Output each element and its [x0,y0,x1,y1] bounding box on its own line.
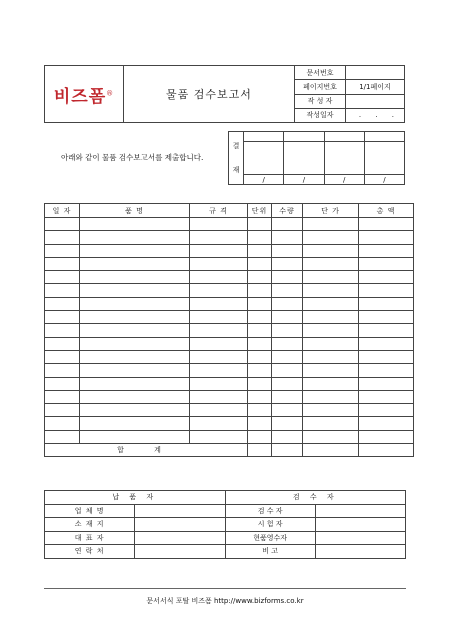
table-row [45,324,414,337]
approval-label: 결 재 [229,132,244,185]
table-row [45,337,414,350]
item-cell[interactable] [190,337,248,350]
item-cell[interactable] [80,324,190,337]
table-row [45,218,414,231]
item-cell[interactable] [45,417,80,430]
item-cell[interactable] [272,297,303,310]
approval-date-cell[interactable]: / [284,175,324,185]
item-cell[interactable] [45,404,80,417]
item-cell[interactable] [80,404,190,417]
supplier-field-label: 연 락 처 [45,545,135,559]
item-cell[interactable] [272,390,303,403]
supplier-field-value[interactable] [135,518,225,532]
item-cell[interactable] [359,244,414,257]
document-header [44,65,405,123]
item-cell[interactable] [303,271,359,284]
item-cell[interactable] [248,364,272,377]
item-cell[interactable] [80,364,190,377]
item-cell[interactable] [248,257,272,270]
approval-title-cell [284,132,324,142]
document-title: 물품 검수보고서 [124,66,295,123]
item-cell[interactable] [303,257,359,270]
approval-sign-cell[interactable] [364,142,404,175]
item-cell[interactable] [359,284,414,297]
table-row [45,377,414,390]
item-cell[interactable] [303,244,359,257]
col-header-unit: 단위 [248,204,272,218]
item-cell[interactable] [248,297,272,310]
item-cell[interactable] [190,364,248,377]
item-cell[interactable] [45,284,80,297]
item-cell[interactable] [248,271,272,284]
col-header-date: 일 자 [45,204,80,218]
item-cell[interactable] [359,218,414,231]
table-row [45,311,414,324]
item-cell[interactable] [272,364,303,377]
item-cell[interactable] [80,350,190,363]
item-cell[interactable] [303,297,359,310]
item-cell[interactable] [45,324,80,337]
item-cell[interactable] [303,324,359,337]
logo-cell [45,66,124,123]
item-cell[interactable] [272,257,303,270]
item-cell[interactable] [45,271,80,284]
footer-divider [44,588,406,589]
item-cell[interactable] [272,377,303,390]
intro-text: 아래와 같이 물품 검수보고서를 제출합니다. [61,153,204,162]
item-cell[interactable] [80,390,190,403]
col-header-unit-price: 단 가 [303,204,359,218]
approval-date-cell[interactable]: / [244,175,284,185]
approval-title-cell [244,132,284,142]
item-cell[interactable] [45,430,80,443]
approval-sign-cell[interactable] [284,142,324,175]
item-cell[interactable] [359,377,414,390]
table-row [45,390,414,403]
item-cell[interactable] [248,337,272,350]
meta-label: 작성일자 [295,108,346,122]
item-cell[interactable] [272,218,303,231]
item-cell[interactable] [248,311,272,324]
inspector-field-value[interactable] [315,531,405,545]
item-cell[interactable] [80,417,190,430]
item-cell[interactable] [303,218,359,231]
item-cell[interactable] [272,337,303,350]
item-cell[interactable] [359,324,414,337]
item-cell[interactable] [272,350,303,363]
item-cell[interactable] [45,218,80,231]
item-cell[interactable] [303,417,359,430]
table-row [45,231,414,244]
item-cell[interactable] [190,350,248,363]
item-cell[interactable] [303,350,359,363]
item-cell[interactable] [359,364,414,377]
table-row [45,364,414,377]
item-cell[interactable] [248,404,272,417]
item-cell[interactable] [248,244,272,257]
col-header-spec: 규 격 [190,204,248,218]
meta-value: . . . [346,108,405,122]
item-cell[interactable] [45,377,80,390]
item-cell[interactable] [303,377,359,390]
inspector-field-value[interactable] [315,518,405,532]
item-cell[interactable] [303,284,359,297]
item-cell[interactable] [190,311,248,324]
item-cell[interactable] [45,297,80,310]
item-cell[interactable] [359,297,414,310]
table-row [45,350,414,363]
item-cell[interactable] [303,337,359,350]
table-row [45,257,414,270]
meta-label: 문서번호 [295,66,346,80]
item-cell[interactable] [190,257,248,270]
item-cell[interactable] [359,271,414,284]
total-amount-cell[interactable] [359,444,414,457]
item-cell[interactable] [80,284,190,297]
item-cell[interactable] [190,417,248,430]
item-cell[interactable] [359,404,414,417]
meta-value [346,94,405,108]
item-cell[interactable] [359,390,414,403]
item-cell[interactable] [359,417,414,430]
item-cell[interactable] [359,231,414,244]
supplier-field-label: 업 체 명 [45,504,135,518]
table-row [45,284,414,297]
item-cell[interactable] [80,244,190,257]
supplier-header: 납 품 자 [45,491,226,505]
approval-box [228,131,405,185]
bizforms-logo: 비즈폼® [53,86,115,107]
item-cell[interactable] [272,404,303,417]
item-cell[interactable] [45,350,80,363]
item-cell[interactable] [190,324,248,337]
col-header-quantity: 수량 [272,204,303,218]
item-cell[interactable] [190,297,248,310]
inspector-field-label: 검 수 자 [225,504,315,518]
item-cell[interactable] [248,430,272,443]
item-cell[interactable] [303,390,359,403]
supplier-field-label: 대 표 자 [45,531,135,545]
item-cell[interactable] [80,257,190,270]
item-cell[interactable] [45,337,80,350]
item-cell[interactable] [45,390,80,403]
item-cell[interactable] [272,231,303,244]
item-cell[interactable] [190,377,248,390]
meta-label: 페이지번호 [295,80,346,94]
table-row [45,271,414,284]
item-cell[interactable] [190,284,248,297]
item-cell[interactable] [80,311,190,324]
item-cell[interactable] [248,390,272,403]
table-row [45,244,414,257]
item-cell[interactable] [303,364,359,377]
item-cell[interactable] [359,430,414,443]
item-cell[interactable] [80,218,190,231]
total-label: 합 계 [45,444,248,457]
inspector-field-label: 비 고 [225,545,315,559]
items-body [45,218,414,444]
item-cell[interactable] [272,284,303,297]
item-cell[interactable] [190,218,248,231]
item-cell[interactable] [359,337,414,350]
inspector-field-value[interactable] [315,504,405,518]
item-cell[interactable] [272,417,303,430]
item-cell[interactable] [45,257,80,270]
supplier-field-value[interactable] [135,531,225,545]
table-row [45,430,414,443]
item-cell[interactable] [359,257,414,270]
parties-table [44,490,406,559]
total-qty-cell[interactable] [272,444,303,457]
item-cell[interactable] [45,364,80,377]
item-cell[interactable] [303,231,359,244]
inspector-field-label: 현품영수자 [225,531,315,545]
item-cell[interactable] [248,377,272,390]
approval-date-cell[interactable]: / [324,175,364,185]
item-cell[interactable] [80,271,190,284]
table-row [45,417,414,430]
item-cell[interactable] [45,231,80,244]
col-header-item-name: 품 명 [80,204,190,218]
item-cell[interactable] [45,244,80,257]
inspector-header: 검 수 자 [225,491,406,505]
items-table [44,203,414,457]
total-price-cell[interactable] [303,444,359,457]
table-row [45,404,414,417]
item-cell[interactable] [190,430,248,443]
item-cell[interactable] [190,390,248,403]
item-cell[interactable] [190,404,248,417]
col-header-total: 총 액 [359,204,414,218]
item-cell[interactable] [190,244,248,257]
table-row [45,297,414,310]
item-cell[interactable] [80,377,190,390]
item-cell[interactable] [272,271,303,284]
approval-sign-cell[interactable] [244,142,284,175]
item-cell[interactable] [80,231,190,244]
item-cell[interactable] [80,297,190,310]
item-cell[interactable] [272,311,303,324]
supplier-field-label: 소 재 지 [45,518,135,532]
inspector-field-label: 시 험 자 [225,518,315,532]
supplier-field-value[interactable] [135,504,225,518]
item-cell[interactable] [272,430,303,443]
item-cell[interactable] [248,324,272,337]
item-cell[interactable] [80,337,190,350]
item-cell[interactable] [248,284,272,297]
item-cell[interactable] [359,350,414,363]
item-cell[interactable] [303,430,359,443]
item-cell[interactable] [248,417,272,430]
meta-value: 1/1페이지 [346,80,405,94]
item-cell[interactable] [272,244,303,257]
item-cell[interactable] [303,404,359,417]
footer-text: 문서서식 포탈 비즈폼 http://www.bizforms.co.kr [146,597,304,605]
meta-label: 작 성 자 [295,94,346,108]
approval-date-cell[interactable]: / [364,175,404,185]
item-cell[interactable] [248,350,272,363]
supplier-field-value[interactable] [135,545,225,559]
total-unit-cell[interactable] [248,444,272,457]
item-cell[interactable] [45,311,80,324]
item-cell[interactable] [190,271,248,284]
item-cell[interactable] [248,218,272,231]
item-cell[interactable] [190,231,248,244]
item-cell[interactable] [248,231,272,244]
approval-title-cell [324,132,364,142]
item-cell[interactable] [272,324,303,337]
item-cell[interactable] [359,311,414,324]
approval-sign-cell[interactable] [324,142,364,175]
item-cell[interactable] [80,430,190,443]
approval-title-cell [364,132,404,142]
meta-value [346,66,405,80]
item-cell[interactable] [303,311,359,324]
inspector-field-value[interactable] [315,545,405,559]
